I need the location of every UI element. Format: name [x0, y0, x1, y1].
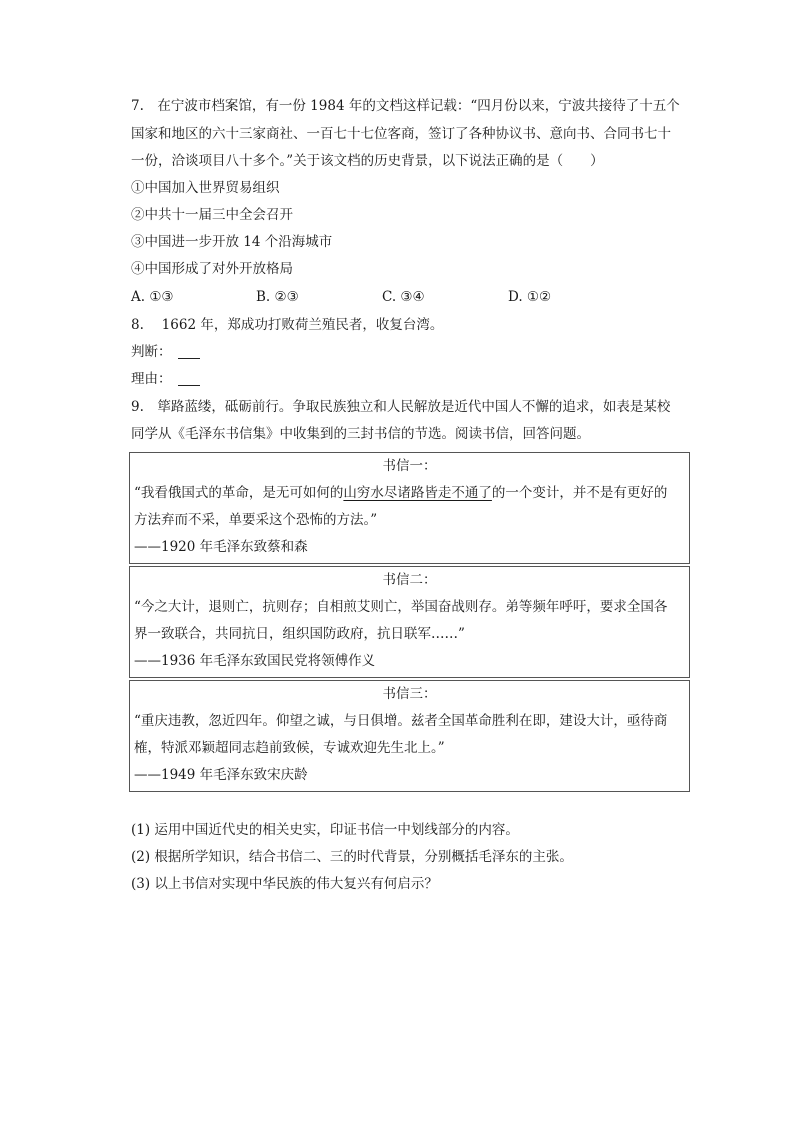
q8-reason-row [131, 369, 200, 389]
q7-stem-line-2: 国家和地区的六十三家商社、一百七十七位客商，签订了各种协议书、意向书、合同书七十 [131, 126, 671, 142]
letter-1-line-2: 方法弃而不采，单要采这个恐怖的方法。” [134, 512, 378, 528]
q7-option-a[interactable]: A. ①③ [131, 289, 174, 305]
letter-1-text-after: 的一个变计，并不是有更好的 [491, 485, 668, 501]
q9-subquestion-3: (3) 以上书信对实现中华民族的伟大复兴有何启示？ [131, 876, 438, 892]
letter-1-text-before: “我看俄国式的革命，是无可如何的 [134, 485, 344, 501]
q9-subquestion-1: (1) 运用中国近代史的相关史实，印证书信一中划线部分的内容。 [131, 822, 519, 838]
letter-1-source: ——1920 年毛泽东致蔡和森 [134, 539, 308, 555]
letter-1-line-1 [130, 480, 689, 507]
q8-reason-label: 理由： [131, 371, 172, 387]
letter-2-title: 书信二： [382, 572, 437, 588]
q8-judge-label: 判断： [131, 344, 172, 360]
letter-3-title: 书信三： [382, 686, 437, 702]
q7-item-1: ①中国加入世界贸易组织 [131, 180, 280, 196]
letter-3-line-2: 榷，特派邓颖超同志趋前致候，专诚欢迎先生北上。” [134, 740, 445, 756]
letter-1-underlined-text: 山穷水尽诸路皆走不通了 [343, 485, 492, 501]
q7-option-d[interactable]: D. ①② [508, 289, 552, 305]
letter-3-line-1: “重庆违教，忽近四年。仰望之诚，与日俱增。兹者全国革命胜利在即，建设大计，亟待商 [134, 713, 668, 729]
q7-option-b[interactable]: B. ②③ [256, 289, 299, 305]
q8-statement: 8. 1662 年，郑成功打败荷兰殖民者，收复台湾。 [131, 317, 444, 333]
q7-stem-line-1: 7. 在宁波市档案馆，有一份 1984 年的文档这样记载：“四月份以来，宁波共接待了十五个 [131, 98, 680, 114]
q7-item-3: ③中国进一步开放 14 个沿海城市 [131, 234, 333, 250]
letter-2-line-2: 界一致联合，共同抗日，组织国防政府，抗日联军……” [134, 626, 465, 642]
q9-intro-line-2: 同学从《毛泽东书信集》中收集到的三封书信的节选。阅读书信，回答问题。 [131, 426, 590, 442]
letter-1-box [129, 452, 690, 564]
letter-2-source: ——1936 年毛泽东致国民党将领傅作义 [134, 653, 376, 669]
q9-intro-line-1: 9. 筚路蓝缕，砥砺前行。争取民族独立和人民解放是近代中国人不懈的追求，如表是某校 [131, 399, 671, 415]
q8-judge-blank[interactable] [178, 344, 200, 359]
letter-2-box [129, 566, 690, 678]
q8-judge-row [131, 342, 200, 362]
letter-1-title: 书信一： [382, 458, 437, 474]
q7-option-c[interactable]: C. ③④ [382, 289, 425, 305]
q7-item-2: ②中共十一届三中全会召开 [131, 207, 293, 223]
q8-reason-blank[interactable] [178, 371, 200, 386]
q7-item-4: ④中国形成了对外开放格局 [131, 261, 293, 277]
letter-3-source: ——1949 年毛泽东致宋庆龄 [134, 767, 308, 783]
letter-2-line-1: “今之大计，退则亡，抗则存；自相煎艾则亡，举国奋战则存。弟等频年呼吁，要求全国各 [134, 599, 668, 615]
letter-3-box [129, 680, 690, 792]
q9-subquestion-2: (2) 根据所学知识，结合书信二、三的时代背景，分别概括毛泽东的主张。 [131, 849, 573, 865]
q7-stem-line-3: 一份，洽谈项目八十多个。”关于该文档的历史背景，以下说法正确的是（ ） [131, 153, 604, 169]
